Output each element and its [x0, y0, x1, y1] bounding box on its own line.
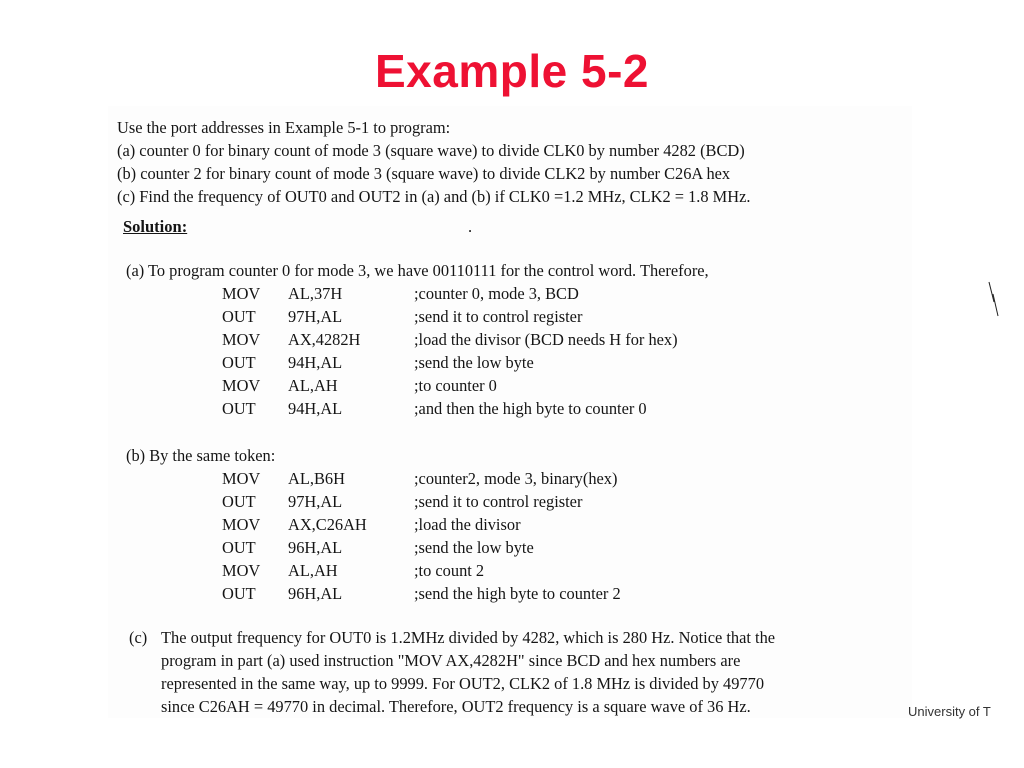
operand: 94H,AL	[288, 353, 343, 372]
opcode: OUT	[222, 307, 256, 326]
opcode: MOV	[222, 376, 261, 395]
problem-line: (c) Find the frequency of OUT0 and OUT2 in (a) and (b) if CLK0 =1.2 MHz, CLK2 = 1.8 MHz.	[117, 187, 751, 206]
slide-title: Example 5-2	[375, 45, 649, 97]
opcode: MOV	[222, 469, 261, 488]
comment: ;counter2, mode 3, binary(hex)	[414, 469, 618, 488]
operand: AL,AH	[288, 561, 338, 580]
operand: 97H,AL	[288, 492, 343, 511]
problem-line: (a) counter 0 for binary count of mode 3 (square wave) to divide CLK0 by number 4282 (BCD)	[117, 141, 745, 160]
scan-speck: .	[468, 217, 473, 236]
comment: ;send the low byte	[414, 538, 534, 557]
comment: ;send it to control register	[414, 307, 583, 326]
comment: ;load the divisor	[414, 515, 521, 534]
part-c-lead: (c)	[129, 628, 148, 647]
opcode: OUT	[222, 538, 256, 557]
operand: 96H,AL	[288, 538, 343, 557]
operand: 94H,AL	[288, 399, 343, 418]
comment: ;and then the high byte to counter 0	[414, 399, 647, 418]
paragraph-line: program in part (a) used instruction "MOV AX,4282H" since BCD and hex numbers are	[161, 651, 741, 670]
comment: ;load the divisor (BCD needs H for hex)	[414, 330, 678, 349]
comment: ;send the low byte	[414, 353, 534, 372]
opcode: MOV	[222, 515, 261, 534]
paragraph-line: represented in the same way, up to 9999. For OUT2, CLK2 of 1.8 MHz is divided by 49770	[161, 674, 765, 693]
problem-line: (b) counter 2 for binary count of mode 3 (square wave) to divide CLK2 by number C26A hex	[117, 164, 731, 183]
operand: AX,4282H	[288, 330, 361, 349]
operand: AL,37H	[288, 284, 343, 303]
comment: ;to count 2	[414, 561, 485, 580]
opcode: MOV	[222, 284, 261, 303]
opcode: OUT	[222, 353, 256, 372]
opcode: OUT	[222, 584, 256, 603]
paragraph-line: since C26AH = 49770 in decimal. Therefore, OUT2 frequency is a square wave of 36 Hz.	[161, 697, 751, 716]
paragraph-line: The output frequency for OUT0 is 1.2MHz divided by 4282, which is 280 Hz. Notice that the	[161, 628, 776, 647]
scanned-solution-image	[108, 106, 991, 719]
problem-line: Use the port addresses in Example 5-1 to program:	[117, 118, 451, 137]
opcode: MOV	[222, 330, 261, 349]
operand: 97H,AL	[288, 307, 343, 326]
comment: ;send it to control register	[414, 492, 583, 511]
operand: 96H,AL	[288, 584, 343, 603]
operand: AX,C26AH	[288, 515, 367, 534]
comment: ;to counter 0	[414, 376, 497, 395]
scan-artifact-marks	[986, 280, 1002, 320]
operand: AL,B6H	[288, 469, 345, 488]
operand: AL,AH	[288, 376, 338, 395]
opcode: OUT	[222, 399, 256, 418]
opcode: OUT	[222, 492, 256, 511]
part-a-header: (a) To program counter 0 for mode 3, we have 00110111 for the control word. Therefore,	[126, 261, 709, 280]
comment: ;send the high byte to counter 2	[414, 584, 621, 603]
footer-overlay-text: University of T	[908, 704, 991, 719]
comment: ;counter 0, mode 3, BCD	[414, 284, 579, 303]
solution-label: Solution:	[123, 217, 188, 236]
opcode: MOV	[222, 561, 261, 580]
part-b-header: (b) By the same token:	[126, 446, 276, 465]
